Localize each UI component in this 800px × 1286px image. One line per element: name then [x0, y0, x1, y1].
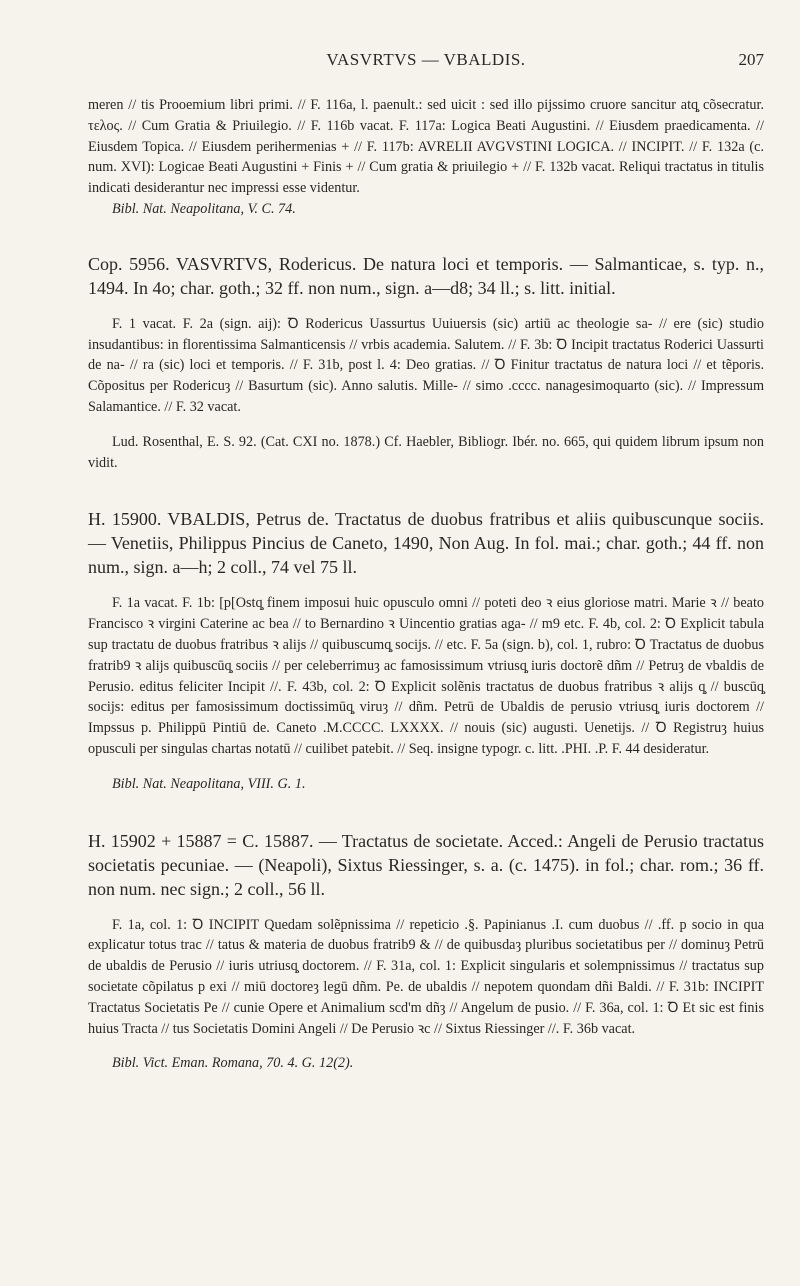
continued-entry-library: Bibl. Nat. Neapolitana, V. C. 74.	[112, 200, 296, 217]
entry-heading-h-15902: H. 15902 + 15887 = C. 15887. — Tractatus de societate. Acced.: Angeli de Perusio tractatus societatis pecuniae. — (Neapoli), Sixtus Riessinger, s. a. (c. 1475). in fol.; char. rom.; 36 ff. non num. nec sign.; 2 coll., 56 ll.	[88, 830, 764, 899]
page-header	[88, 50, 764, 90]
page-number: 207	[738, 50, 764, 69]
entry-heading-h-15900: H. 15900. VBALDIS, Petrus de. Tractatus de duobus fratribus et aliis quibuscunque sociis. — Venetiis, Philippus Pincius de Caneto, 1490, Non Aug. In fol. mai.; char. goth.; 44 ff. non num., sign. a—h; 2 coll., 74 vel 75 ll.	[88, 509, 764, 578]
page-body	[88, 95, 764, 1074]
entry-library-h-15902: Bibl. Vict. Eman. Romana, 70. 4. G. 12(2).	[112, 1055, 354, 1072]
entry-reference-cop-5956: Lud. Rosenthal, E. S. 92. (Cat. CXI no. 1878.) Cf. Haebler, Bibliogr. Ibér. no. 665, qui quidem librum ipsum non vidit.	[88, 433, 764, 471]
entry-heading-cop-5956: Cop. 5956. VASVRTVS, Rodericus. De natura loci et temporis. — Salmanticae, s. typ. n., 1494. In 4o; char. goth.; 32 ff. non num., sign. a—d8; 34 ll.; s. litt. initial.	[88, 253, 764, 298]
entry-description-h-15900: F. 1a vacat. F. 1b: [p[Ostq̧ finem imposui huic opusculo omni // poteti deo ꝛ eius gloriose matri. Marie ꝛ // beato Francisco ꝛ virgini Caterine ac bea // to Bernardino ꝛ Uincentio gratias aga- // m9 etc. F. 4b, col. 2: Ꝺ Explicit tabula sup tractatu de duobus fratribus ꝛ alijs // quibuscumq̧ socijs. // etc. F. 5a (sign. b), col. 1, rubro: Ꝺ Tractatus de duobus fratrib9 ꝛ alijs quibuscūq̧ sociis // per celeberrimuȝ ac famosissimum vtriusq̧ iuris doctorẽ dñm // Petruȝ de vbaldis de Perusio. editus feliciter Incipit //. F. 43b, col. 2: Ꝺ Explicit solẽnis tractatus de duobus fratribus ꝛ alijs q̧ // buscūq̧ socijs: editus per famosissimum doctissimūq̧ viruȝ // dñm. Petrū de Ubaldis de perusio vtriusq̧ iuris doctorem // Impssus p. Philippū Pintiū de. Caneto .M.CCCC. LXXXX. // nouis (sic) augusti. Uenetijs. // Ꝺ Registruȝ huius opusculi per singulas chartas notatū // cuilibet patebit. // Seq. insigne typogr. c. litt. .PHI. .P. F. 44 desideratur.	[88, 595, 764, 757]
entry-description-cop-5956: F. 1 vacat. F. 2a (sign. aij): Ꝺ Rodericus Uassurtus Uuiuersis (sic) artiū ac theologie sa- // ere (sic) studio insudantibus: in florentissima Salmanticensis // vrbis academia. Salutem. // F. 3b: Ꝺ Incipit tractatus Roderici Uassurti de na- // ra (sic) loci et temporis. // F. 31b, post l. 4: Deo gratias. // Ꝺ Finitur tractatus de natura loci // et tẽporis. Cõpositus per Rodericuȝ // Basurtum (sic). Anno salutis. Mille- // simo .cccc. nanagesimoquarto (sic). // Impressum Salamantice. // F. 32 vacat.	[88, 315, 764, 415]
continued-entry-text: meren // tis Prooemium libri primi. // F. 116a, l. paenult.: sed uicit : sed illo pijssimo cruore sancitur atq̧ cõsecratur. τελος. // Cum Gratia & Priuilegio. // F. 116b vacat. F. 117a: Logica Beati Augustini. // Eiusdem praedicamenta. // Eiusdem Topica. // Eiusdem perihermenias + // F. 117b: AVRELII AVGVSTINI LOGICA. // INCIPIT. // F. 132a (c. num. XVI): Logicae Beati Augustini + Finis + // Cum gratia & priuilegio + // F. 132b vacat. Reliqui tractatus in titulis indicati desiderantur nec impressi esse videntur.	[88, 97, 764, 197]
entry-description-h-15902: F. 1a, col. 1: Ꝺ INCIPIT Quedam solẽpnissima // repeticio .§. Papinianus .I. cum duobus // .ff. p socio in qua explicatur totus trac // tatus & materia de duobus fratrib9 & // de quibusdaȝ pluribus societatibus per // dominuȝ Petrū de ubaldis de Perusio // iuris utriusq̧ doctorem. // F. 31a, col. 1: Explicit singularis et solempnissimus // tractatus sup societate cõpilatus p exi // miū doctoreȝ legū dñm. Pe. de ubaldis // nepotem quondam dñi Baldi. // F. 31b: INCIPIT Tractatus Societatis Pe // cunie Opere et Animalium scd'm dñȝ // Angelum de pusio. // F. 36a, col. 1: Ꝺ Et sic est finis huius Tracta // tus Societatis Domini Angeli // De Perusio ꝛc // Sixtus Riessinger //. F. 36b vacat.	[88, 916, 764, 1037]
running-head: VASVRTVS — VBALDIS.	[326, 50, 526, 69]
entry-library-h-15900: Bibl. Nat. Neapolitana, VIII. G. 1.	[112, 775, 306, 792]
